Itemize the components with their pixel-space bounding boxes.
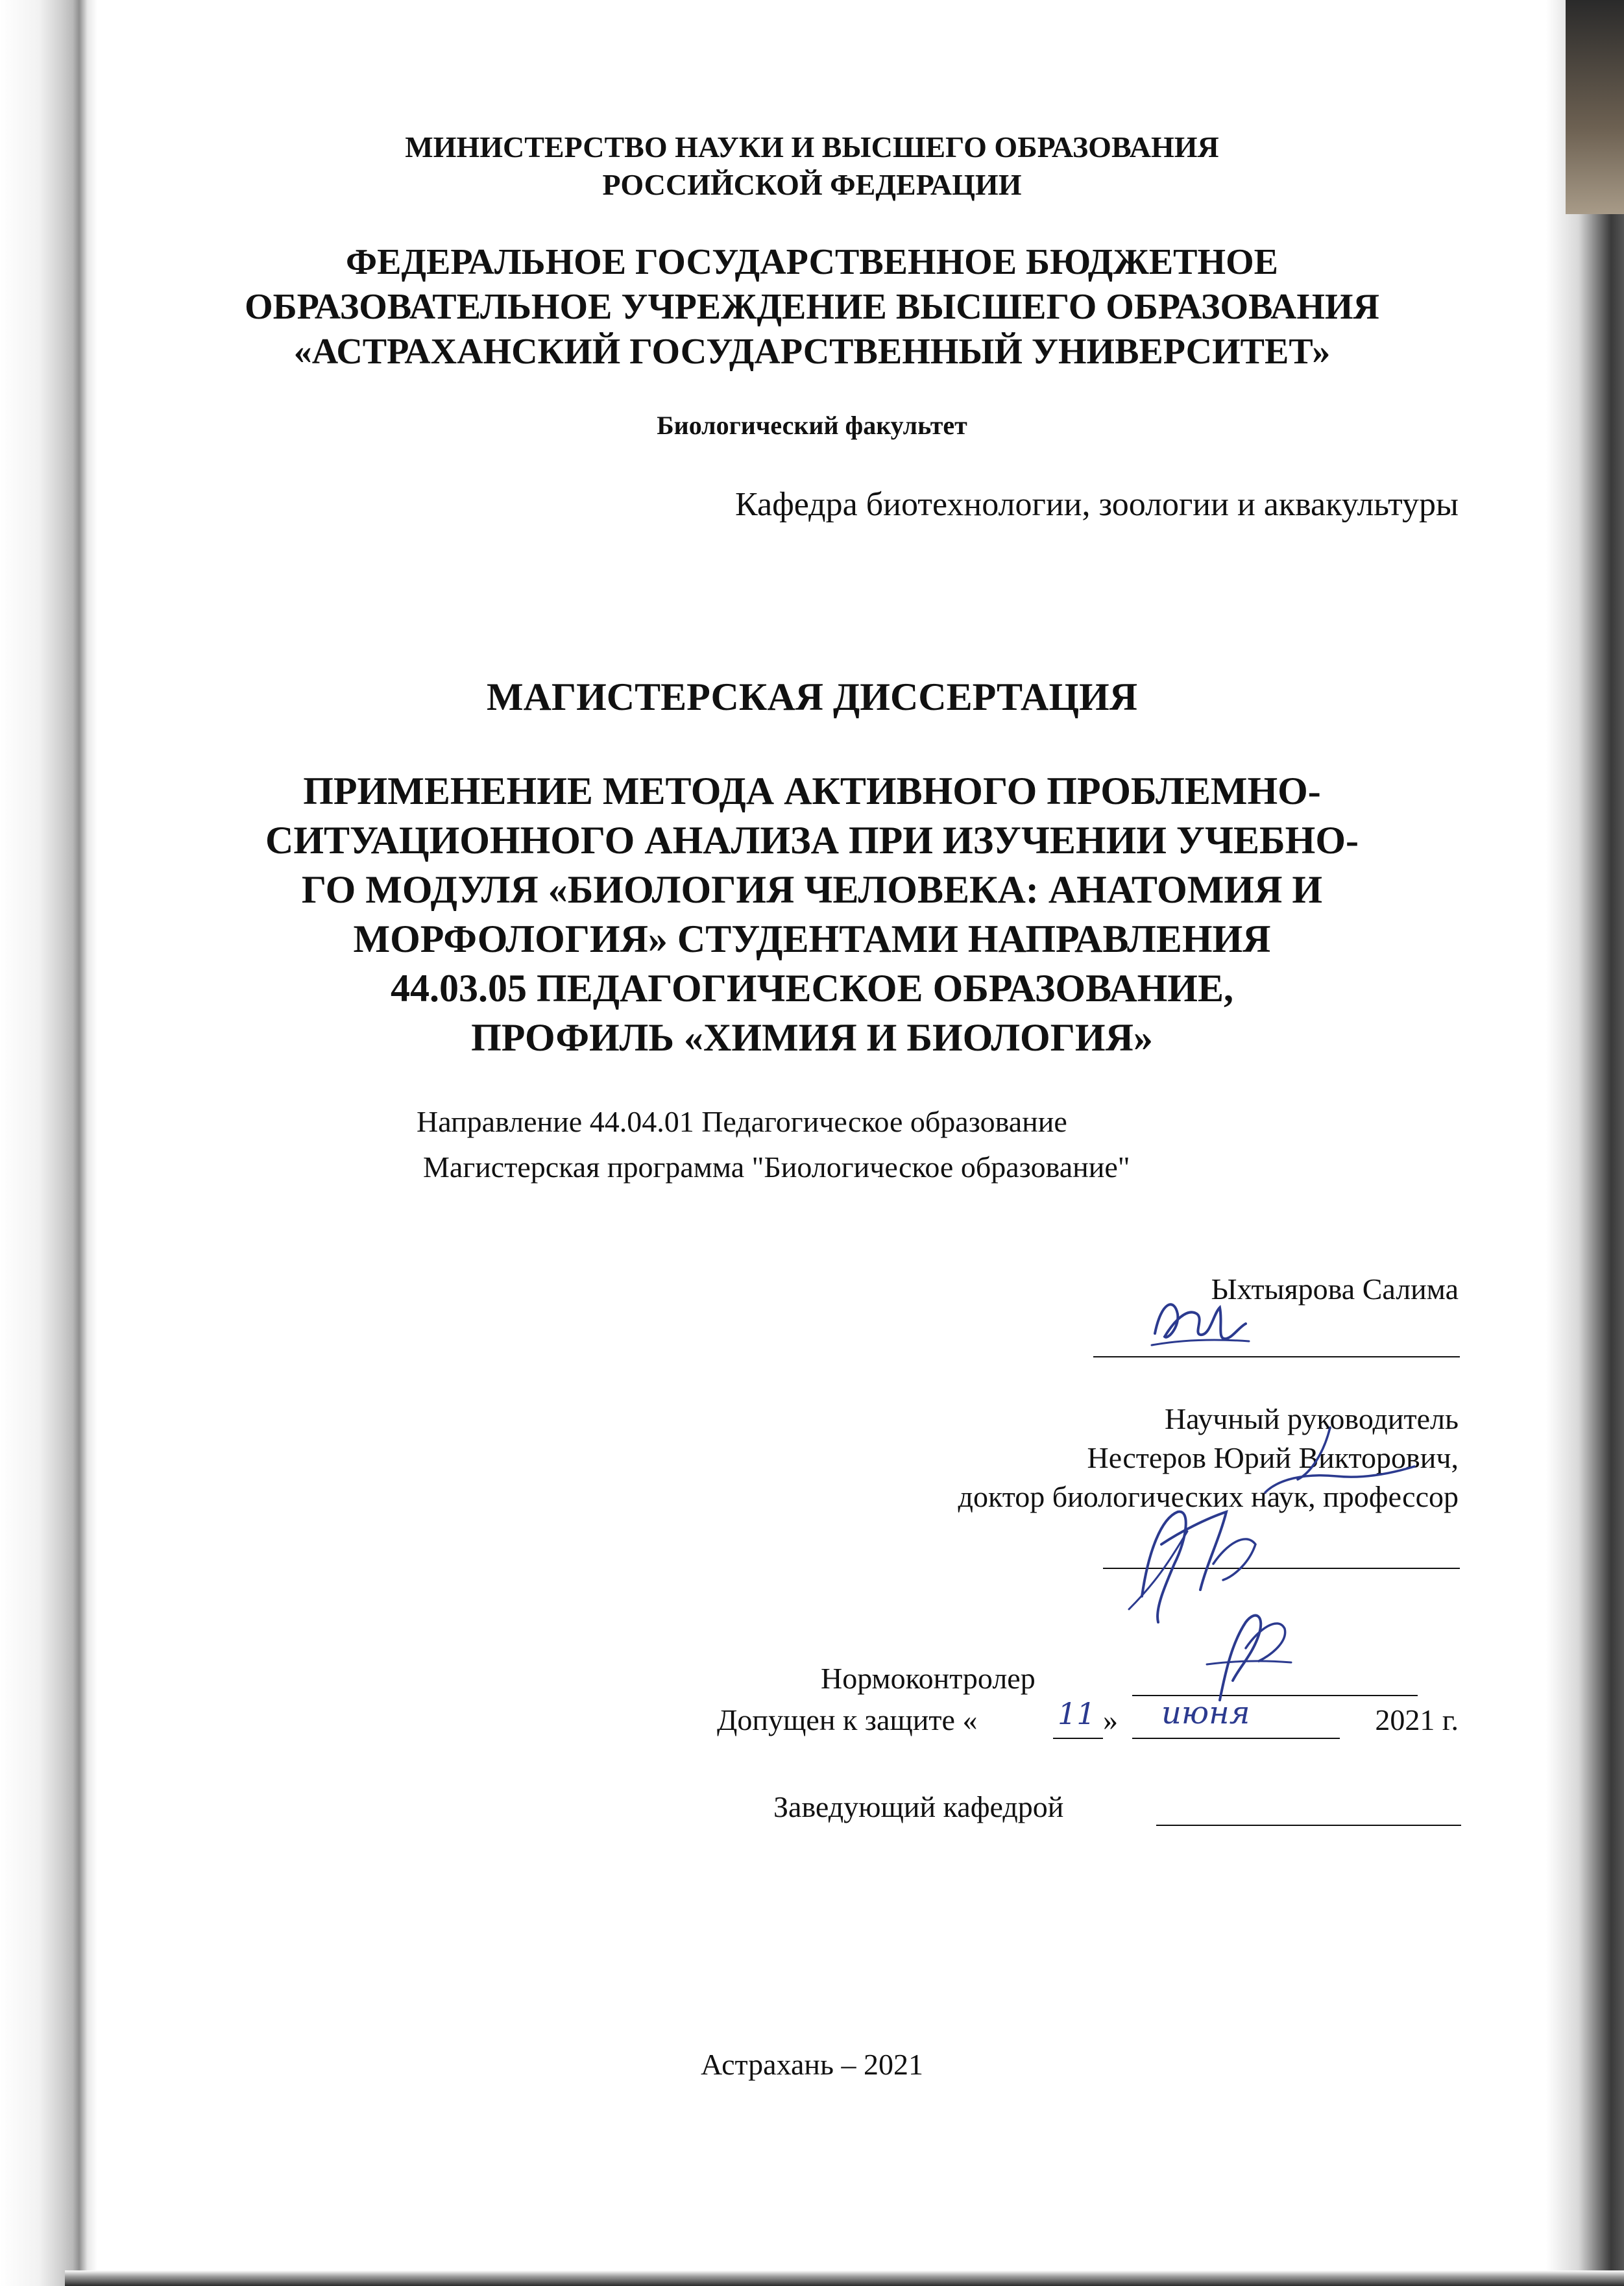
- title-line-4: МОРФОЛОГИЯ» СТУДЕНТАМИ НАПРАВЛЕНИЯ: [353, 918, 1271, 960]
- institution-line-2: ОБРАЗОВАТЕЛЬНОЕ УЧРЕЖДЕНИЕ ВЫСШЕГО ОБРАЗОВАНИЯ: [245, 287, 1379, 327]
- author-signature: [1148, 1288, 1252, 1359]
- admitted-prefix: Допущен к защите «: [717, 1703, 978, 1736]
- admitted-day: 11: [1058, 1696, 1096, 1731]
- admitted-quote-close: »: [1103, 1703, 1118, 1736]
- title-line-2: СИТУАЦИОННОГО АНАЛИЗА ПРИ ИЗУЧЕНИИ УЧЕБНО-: [265, 819, 1359, 862]
- faculty: Биологический факультет: [657, 411, 967, 440]
- supervisor-signature: [1116, 1415, 1427, 1629]
- admitted-month-line: [1132, 1738, 1340, 1739]
- normcontroller-label: Нормоконтролер: [821, 1662, 1036, 1695]
- program: Магистерская программа "Биологическое образование": [423, 1150, 1130, 1184]
- supervisor-label: Научный руководитель: [1164, 1402, 1459, 1435]
- title-line-5: 44.03.05 ПЕДАГОГИЧЕСКОЕ ОБРАЗОВАНИЕ,: [391, 967, 1233, 1010]
- ministry-line-2: РОССИЙСКОЙ ФЕДЕРАЦИИ: [602, 168, 1022, 201]
- admitted-month: июня: [1161, 1695, 1250, 1731]
- ministry-line-1: МИНИСТЕРСТВО НАУКИ И ВЫСШЕГО ОБРАЗОВАНИЯ: [405, 130, 1219, 164]
- title-line-6: ПРОФИЛЬ «ХИМИЯ И БИОЛОГИЯ»: [471, 1016, 1153, 1059]
- admitted-day-line: [1053, 1738, 1103, 1739]
- title-line-3: ГО МОДУЛЯ «БИОЛОГИЯ ЧЕЛОВЕКА: АНАТОМИЯ И: [301, 868, 1323, 911]
- admitted-year: 2021 г.: [1375, 1703, 1459, 1736]
- admitted-label: [717, 1703, 977, 1737]
- supervisor-name: Нестеров Юрий Викторович,: [1087, 1441, 1459, 1474]
- title-line-1: ПРИМЕНЕНИЕ МЕТОДА АКТИВНОГО ПРОБЛЕМНО-: [303, 770, 1321, 812]
- head-label: Заведующий кафедрой: [773, 1790, 1064, 1823]
- scan-shadow-bottom: [65, 2270, 1624, 2286]
- supervisor-title: доктор биологических наук, профессор: [958, 1480, 1459, 1513]
- author-name: Ыхтыярова Салима: [1211, 1272, 1459, 1306]
- document-type: МАГИСТЕРСКАЯ ДИССЕРТАЦИЯ: [486, 675, 1138, 718]
- department: Кафедра биотехнологии, зоологии и аквакультуры: [734, 486, 1459, 523]
- direction: Направление 44.04.01 Педагогическое образование: [417, 1105, 1067, 1138]
- head-signature-line: [1156, 1825, 1461, 1826]
- institution-line-1: ФЕДЕРАЛЬНОЕ ГОСУДАРСТВЕННОЕ БЮДЖЕТНОЕ: [346, 242, 1278, 282]
- city-year: Астрахань – 2021: [701, 2048, 923, 2081]
- institution-line-3: «АСТРАХАНСКИЙ ГОСУДАРСТВЕННЫЙ УНИВЕРСИТЕТ»: [293, 332, 1331, 372]
